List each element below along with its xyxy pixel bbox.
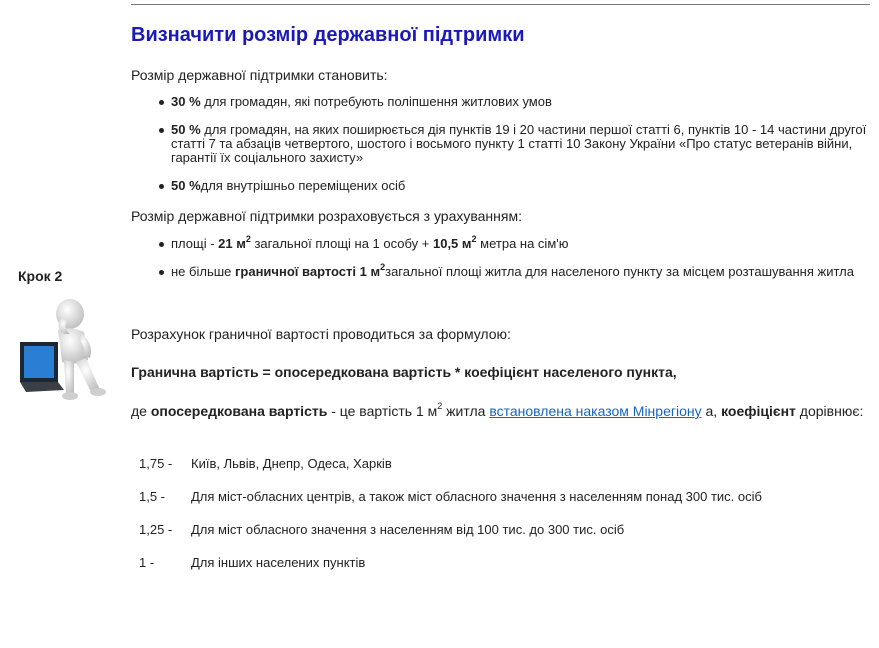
coefficient-desc: Для інших населених пунктів (191, 555, 366, 570)
regulation-link[interactable]: встановлена наказом Мінрегіону (489, 403, 702, 419)
formula: Гранична вартість = опосередкована вартість * коефіцієнт населеного пункта, (131, 364, 677, 380)
support-item-2: 50 % для громадян, на яких поширюється дія пунктів 19 і 20 частини першої статті 6, пунктів 10 - 14 частини другої статті 7 та абзаців четвертого, шостого і восьмого пункту 1 статті 10 Закону України «Про статус ветеранів війни, гарантії їх соціального захисту» (131, 123, 870, 165)
support-item-3: 50 %для внутрішньо переміщених осіб (131, 179, 870, 193)
coefficient-desc: Київ, Львів, Днепр, Одеса, Харків (191, 456, 392, 471)
coefficient-value: 1,5 - (139, 489, 166, 504)
support-intro: Розмір державної підтримки становить: (131, 67, 388, 83)
definition: де опосередкована вартість - це вартість 1 $м^2$ житла встановлена наказом Мінрегіону а, коефіцієнт дорівнює: (131, 401, 864, 419)
calc-list (131, 233, 870, 279)
calc-item-limit: не більше граничної вартості 1 $м^2загальної$ площі житла для населеного пункту за місцем розташування житла (131, 265, 870, 279)
page-title: Визначити розмір державної підтримки (131, 24, 525, 46)
coefficient-desc: Для міст обласного значення з населенням від 100 тис. до 300 тис. осіб (191, 522, 625, 537)
support-list (131, 95, 870, 193)
coefficient-value: 1 - (139, 555, 155, 570)
main-content (131, 22, 870, 588)
coefficient-row (131, 489, 870, 522)
coefficient-value: 1,75 - (139, 456, 173, 471)
formula-intro: Розрахунок граничної вартості проводиться за формулою: (131, 326, 511, 342)
coefficient-desc: Для міст-обласних центрів, а також міст обласного значення з населенням понад 300 тис. осіб (191, 489, 762, 504)
coefficient-value: 1,25 - (139, 522, 173, 537)
top-divider (131, 4, 870, 5)
calc-intro: Розмір державної підтримки розраховується з урахуванням: (131, 208, 522, 224)
person-with-laptop-illustration (18, 296, 114, 404)
coefficient-row (131, 456, 870, 489)
coefficient-row (131, 522, 870, 555)
calc-item-area: площі - 21 $м^2$ загальної площі на 1 особу + 10,5 $м^2$ метра на сім'ю (131, 237, 870, 251)
coefficient-list (131, 456, 870, 588)
coefficient-row (131, 555, 870, 588)
step-label: Крок 2 (18, 268, 63, 284)
support-item-1: 30 % для громадян, які потребують поліпшення житлових умов (131, 95, 870, 109)
